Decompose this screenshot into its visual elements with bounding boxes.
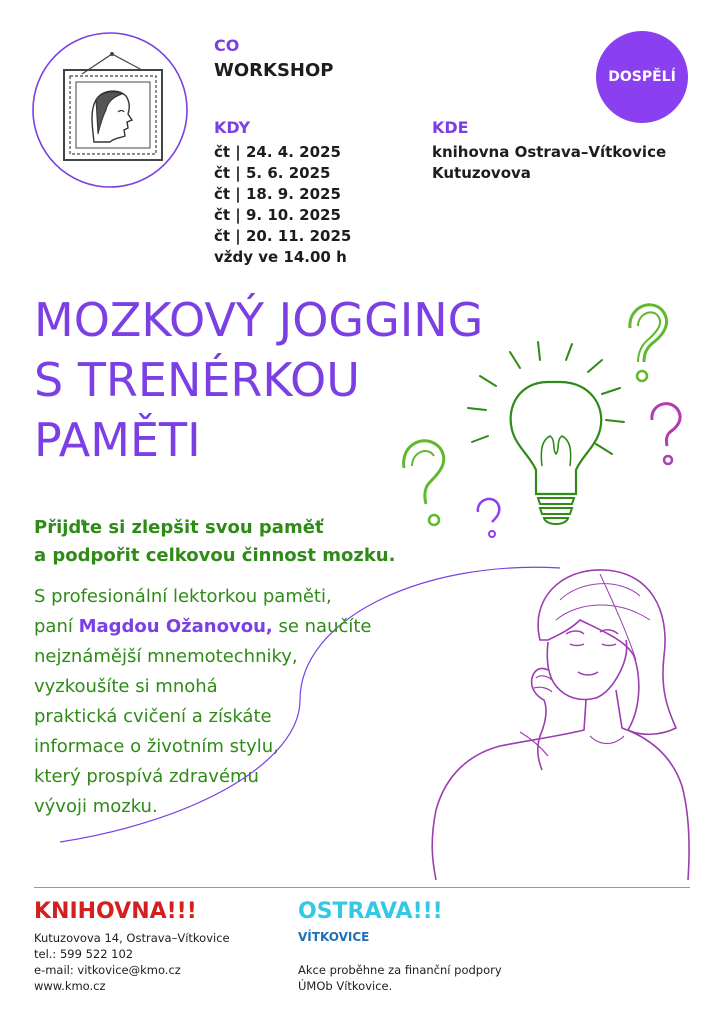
lead-line: a podpořit celkovou činnost mozku. xyxy=(34,545,396,566)
ostrava-district: VÍTKOVICE xyxy=(298,930,370,944)
date-list xyxy=(214,142,351,268)
place-line: knihovna Ostrava–Vítkovice xyxy=(432,143,667,161)
place-block xyxy=(432,142,666,184)
body-line: vývoji mozku. xyxy=(34,796,158,817)
date-item: čt | 24. 4. 2025 xyxy=(214,143,341,161)
funding-line: Akce proběhne za finanční podpory xyxy=(298,963,502,977)
time-value: vždy ve 14.00 h xyxy=(214,248,347,266)
funding-line: ÚMOb Vítkovice. xyxy=(298,979,393,993)
library-web: www.kmo.cz xyxy=(34,979,106,993)
lead-line: Přijďte si zlepšit svou paměť xyxy=(34,517,324,538)
title-line: MOZKOVÝ JOGGING xyxy=(34,293,484,347)
portrait-frame-illustration xyxy=(30,30,190,190)
body-line: informace o životním stylu, xyxy=(34,736,279,757)
library-contact xyxy=(34,930,230,994)
body-line-post: se naučíte xyxy=(272,616,372,637)
body-line xyxy=(34,612,372,642)
workshop-value: WORKSHOP xyxy=(214,60,334,81)
body-line-pre: paní xyxy=(34,616,79,637)
library-phone: tel.: 599 522 102 xyxy=(34,947,134,961)
body-line: S profesionální lektorkou paměti, xyxy=(34,586,332,607)
footer-divider xyxy=(34,887,690,888)
library-address: Kutuzovova 14, Ostrava–Vítkovice xyxy=(34,931,230,945)
lecturer-name: Magdou Ožanovou, xyxy=(78,616,273,637)
date-item: čt | 5. 6. 2025 xyxy=(214,164,331,182)
body-line: který prospívá zdravému xyxy=(34,766,259,787)
audience-badge: DOSPĚLÍ xyxy=(596,31,688,123)
date-item: čt | 20. 11. 2025 xyxy=(214,227,352,245)
kde-label: KDE xyxy=(432,118,469,137)
lightbulb-question-illustration xyxy=(380,290,710,540)
knihovna-logo: KNIHOVNA!!! xyxy=(34,899,197,924)
body-line: praktická cvičení a získáte xyxy=(34,706,272,727)
title-line: S TRENÉRKOU xyxy=(34,353,360,407)
co-label: CO xyxy=(214,36,240,55)
date-item: čt | 18. 9. 2025 xyxy=(214,185,341,203)
body-line: vyzkoušíte si mnohá xyxy=(34,676,218,697)
ostrava-logo: OSTRAVA!!! xyxy=(298,899,443,924)
funding-note xyxy=(298,962,502,994)
body-text xyxy=(34,582,372,822)
date-item: čt | 9. 10. 2025 xyxy=(214,206,341,224)
kdy-label: KDY xyxy=(214,118,251,137)
title-line: PAMĚTI xyxy=(34,413,201,467)
library-email: e-mail: vitkovice@kmo.cz xyxy=(34,963,181,977)
body-line: nejznámější mnemotechniky, xyxy=(34,646,298,667)
place-line: Kutuzovova xyxy=(432,164,531,182)
